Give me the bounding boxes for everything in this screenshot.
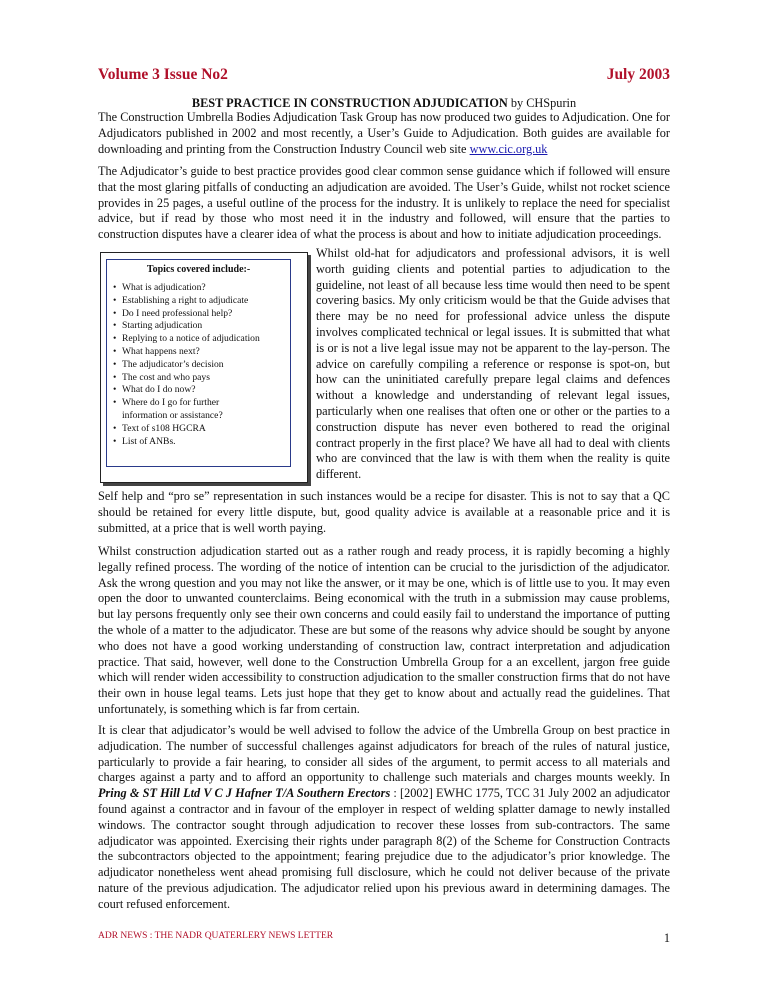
cic-website-link[interactable]: www.cic.org.uk — [469, 141, 548, 156]
paragraph-self-help: Self help and “pro se” representation in such instances would be a recipe for disaster. This is not to say that a QC should be retained for every little dispute, but, good quality advice is available at a reasonable price and it is submitted, at a price that is well worth paying. — [98, 489, 670, 535]
topic-item-continued: information or assistance? — [122, 409, 223, 421]
paragraph-case-law — [98, 723, 670, 913]
topics-box-title: Topics covered include:- — [146, 264, 251, 275]
article-title: BEST PRACTICE IN CONSTRUCTION ADJUDICATION — [191, 96, 508, 110]
paragraph-criticism: Whilst old-hat for adjudicators and professional advisors, it is well worth guiding clients and potential parties to adjudication to the guideline, not least of all because less time would then need to be spent covering basics. My only criticism would be that the Guide advises that there may be no need for professional advice unless the dispute involves complicated technical or legal issues. It is submitted that what is or is not a live legal issue may not be apparent to the lay-person. The advice on carefully compiling a reference or response is spot-on, but how can the uninitiated carefully prepare legal claims and defences without a knowledge and understanding of relevant legal issues, particularly when one realises that often one or other or the parties to a construction dispute has never even bothered to read the original contract properly in the first place? We have all had to deal with clients who are convinced that the law is with them when the reality is quite different. — [316, 246, 670, 482]
paragraph-intro-text: The Construction Umbrella Bodies Adjudication Task Group has now produced two guides to Adjudication. One for Adjudicators published in 2002 and most recently, a User’s Guide to Adjudication. Both guides are available for downloading and printing from the Construction Industry Council web site — [98, 110, 670, 156]
topic-item: • Establishing a right to adjudicate — [113, 295, 284, 308]
paragraph-refined-process: Whilst construction adjudication started out as a rather rough and ready process, it is rapidly becoming a highly legally refined process. The wording of the notice of intention can be crucial to the jurisdiction of the adjudicator. Ask the wrong question and you may not like the answer, or it may be one, which is of little use to you. It may even open the door to unwanted counterclaims. Being economical with the truth in a submission may cause problems, but lay persons frequently only see their own concerns and could easily fail to understand the importance of putting the whole of a matter to the adjudicator. These are but some of the reasons why advice should be sought by anyone who does not have a good working understanding of construction law, contract interpretation and adjudication practice. That said, however, well done to the Construction Umbrella Group for a an excellent, jargon free guide which will render widen accessibility to construction adjudication to the smaller construction firms that do not have their own in house legal teams. Lets just hope that they get to know about and actually read the guidelines. That unfortunately, is something which is far from certain. — [98, 544, 670, 716]
paragraph-case-law-body: : [2002] EWHC 1775, TCC 31 July 2002 an adjudicator found against a contractor and in favour of the employer in respect of welding splatter damage to newly installed windows. The contractor sought through adjudication to recover these losses from sub-contractors. The same adjudicator was appointed. Exercising their rights under paragraph 8(2) of the Scheme for Construction Contracts the subcontractors objected to the appointment; fearing prejudice due to the adjudicator’s prior knowledge. The adjudicator nonetheless went ahead promising full disclosure, which he could not deliver because of the private nature of the previous adjudication. The adjudicator relied upon his previous award in determining damages. The court refused enforcement. — [98, 786, 671, 911]
topic-item: • What do I do now? — [113, 384, 284, 397]
topics-box-inner — [106, 259, 291, 467]
topic-item: • The cost and who pays — [113, 372, 284, 385]
paragraph-guide-overview: The Adjudicator’s guide to best practice provides good clear common sense guidance which if followed will ensure that the most glaring pitfalls of conducting an adjudication are avoided. The User’s Guide, whilst not rocket science provides in 25 pages, a useful outline of the process for the industry. It is unlikely to replace the need for specialist advice, but if read by those who most need it in the industry and followed, will ensure that the parties to construction disputes have a clearer idea of what the process is about and how to initiate adjudication proceedings. — [98, 164, 670, 242]
page-number: 1 — [663, 931, 670, 945]
paragraph-intro — [98, 110, 670, 157]
topic-item: • List of ANBs. — [113, 436, 284, 449]
topic-item: • The adjudicator’s decision — [113, 359, 284, 372]
topic-item: • Starting adjudication — [113, 320, 284, 333]
topics-box — [100, 252, 308, 483]
case-citation: Pring & ST Hill Ltd V C J Hafner T/A Southern Erectors — [98, 786, 391, 801]
issue-date: July 2003 — [606, 66, 670, 83]
page-footer — [98, 931, 670, 947]
article-byline: by CHSpurin — [507, 96, 577, 110]
topic-item: • What happens next? — [113, 346, 284, 359]
topic-item: • Do I need professional help? — [113, 308, 284, 321]
topic-item: • Text of s108 HGCRA — [113, 423, 284, 436]
issue-header — [98, 66, 670, 86]
paragraph-case-law-intro: It is clear that adjudicator’s would be well advised to follow the advice of the Umbrella Group on best practice in adjudication. The number of successful challenges against adjudicators for breach of the rules of natural justice, particularly to provide a fair hearing, to consider all sides of the argument, to permit access to all materials and charges against a party and to afford an opportunity to challenge such materials and charges mounts weekly. In — [98, 723, 670, 785]
topic-item: • Replying to a notice of adjudication — [113, 333, 284, 346]
topics-list — [113, 282, 284, 448]
topic-item: • Where do I go for further — [113, 397, 284, 410]
article-headline — [98, 95, 670, 111]
topic-item: • What is adjudication? — [113, 282, 284, 295]
issue-volume: Volume 3 Issue No2 — [98, 66, 228, 83]
newsletter-name: ADR NEWS : THE NADR QUATERLERY NEWS LETTER — [98, 931, 334, 941]
